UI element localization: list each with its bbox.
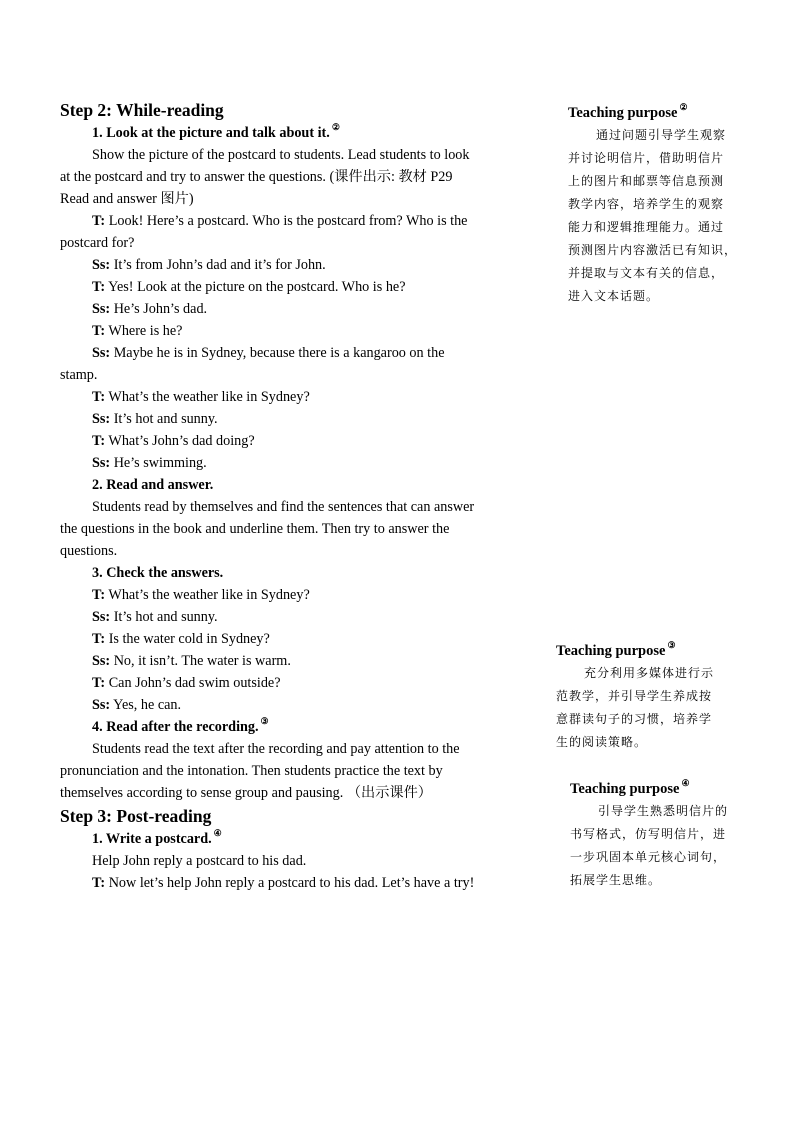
dialogue-line xyxy=(60,276,526,298)
speaker-label: T: xyxy=(92,433,106,449)
dialogue-line xyxy=(60,452,526,474)
speaker-label: Ss: xyxy=(92,301,111,317)
dialogue-text: It’s hot and sunny. xyxy=(110,411,218,427)
activity-3-heading: 3. Check the answers. xyxy=(92,565,224,581)
purpose-line: 充分利用多媒体进行示 xyxy=(584,666,715,680)
teaching-purpose-text xyxy=(570,800,728,892)
purpose-line: 进入文本话题。 xyxy=(568,289,660,303)
dialogue-line xyxy=(60,320,526,342)
dialogue-text: Can John’s dad swim outside? xyxy=(105,675,281,691)
speaker-label: T: xyxy=(92,323,106,339)
paragraph-line: pronunciation and the intonation. Then students practice the text by xyxy=(60,763,443,779)
dialogue-line xyxy=(60,628,526,650)
activity-2-heading: 2. Read and answer. xyxy=(92,477,214,493)
dialogue-line xyxy=(60,386,526,408)
dialogue-text: Is the water cold in Sydney? xyxy=(105,631,270,647)
paragraph-line: questions. xyxy=(60,543,118,559)
teaching-purpose-title: Teaching purpose xyxy=(570,781,680,797)
teaching-purpose-2 xyxy=(568,102,737,308)
purpose-line: 并讨论明信片，借助明信片 xyxy=(568,151,725,165)
dialogue-text: It’s hot and sunny. xyxy=(110,609,218,625)
paragraph-line: the questions in the book and underline them. Then try to answer the xyxy=(60,521,450,537)
step2-heading: Step 2: While-reading xyxy=(60,100,224,120)
speaker-label: T: xyxy=(92,675,106,691)
dialogue-line xyxy=(60,408,526,430)
speaker-label: T: xyxy=(92,213,106,229)
purpose-line: 一步巩固本单元核心词句， xyxy=(570,850,727,864)
dialogue-text: Yes! Look at the picture on the postcard. Who is he? xyxy=(105,279,406,295)
dialogue-line xyxy=(60,872,526,894)
purpose-line: 引导学生熟悉明信片的 xyxy=(598,804,729,818)
teaching-purpose-title: Teaching purpose xyxy=(568,105,678,121)
purpose-line: 预测图片内容激活已有知识， xyxy=(568,243,738,257)
footnote-mark-3: ③ xyxy=(667,640,676,650)
dialogue-text: Maybe he is in Sydney, because there is a kangaroo on the xyxy=(110,345,445,361)
dialogue-line xyxy=(60,606,526,628)
dialogue-line xyxy=(60,694,526,716)
dialogue-text: stamp. xyxy=(60,367,98,383)
dialogue-line xyxy=(60,650,526,672)
dialogue-line xyxy=(60,232,526,254)
dialogue-text: Now let’s help John reply a postcard to his dad. Let’s have a try! xyxy=(105,875,475,891)
speaker-label: Ss: xyxy=(92,653,111,669)
activity-1-heading: 1. Look at the picture and talk about it. ② xyxy=(92,122,340,141)
dialogue-text: Look! Here’s a postcard. Who is the postcard from? Who is the xyxy=(105,213,468,229)
dialogue-text: He’s swimming. xyxy=(110,455,207,471)
teaching-purpose-text xyxy=(556,662,714,754)
dialogue-line xyxy=(60,672,526,694)
dialogue-text: It’s from John’s dad and it’s for John. xyxy=(110,257,326,273)
paragraph-line: Students read by themselves and find the sentences that can answer xyxy=(92,499,475,515)
speaker-label: T: xyxy=(92,389,106,405)
dialogue-text: postcard for? xyxy=(60,235,135,251)
teaching-purpose-3 xyxy=(556,640,714,754)
paragraph-line: themselves according to sense group and pausing. （出示课件） xyxy=(60,785,432,801)
activity-5-heading: 1. Write a postcard. ④ xyxy=(92,828,222,847)
dialogue-text: What’s John’s dad doing? xyxy=(105,433,255,449)
speaker-label: Ss: xyxy=(92,411,111,427)
purpose-line: 通过问题引导学生观察 xyxy=(596,128,727,142)
footnote-mark-4: ④ xyxy=(681,778,690,788)
activity-4-heading: 4. Read after the recording. ③ xyxy=(92,716,269,735)
dialogue-3 xyxy=(60,584,526,716)
dialogue-line xyxy=(60,254,526,276)
speaker-label: T: xyxy=(92,279,106,295)
purpose-line: 拓展学生思维。 xyxy=(570,873,662,887)
paragraph-line: Help John reply a postcard to his dad. xyxy=(92,853,307,869)
step3-heading: Step 3: Post-reading xyxy=(60,806,212,826)
dialogue-line xyxy=(60,342,526,364)
dialogue-text: What’s the weather like in Sydney? xyxy=(105,587,310,603)
speaker-label: Ss: xyxy=(92,257,111,273)
paragraph-line: Read and answer 图片) xyxy=(60,191,194,207)
speaker-label: T: xyxy=(92,631,106,647)
dialogue-text: Yes, he can. xyxy=(110,697,182,713)
teaching-purpose-title: Teaching purpose xyxy=(556,643,666,659)
purpose-line: 意群读句子的习惯，培养学 xyxy=(556,712,713,726)
purpose-line: 能力和逻辑推理能力。通过 xyxy=(568,220,725,234)
dialogue-1 xyxy=(60,210,526,474)
footnote-mark-2: ② xyxy=(331,122,340,132)
dialogue-5 xyxy=(60,872,526,894)
purpose-line: 书写格式，仿写明信片，进 xyxy=(570,827,727,841)
purpose-line: 上的图片和邮票等信息预测 xyxy=(568,174,725,188)
lesson-plan-main xyxy=(60,98,526,894)
paragraph-line: at the postcard and try to answer the questions. (课件出示: 教材 P29 xyxy=(60,169,453,185)
paragraph-line: Show the picture of the postcard to students. Lead students to look xyxy=(92,147,470,163)
dialogue-line xyxy=(60,430,526,452)
teaching-purpose-text xyxy=(568,124,737,308)
purpose-line: 生的阅读策略。 xyxy=(556,735,648,749)
speaker-label: T: xyxy=(92,587,106,603)
speaker-label: T: xyxy=(92,875,106,891)
purpose-line: 并提取与文本有关的信息， xyxy=(568,266,725,280)
speaker-label: Ss: xyxy=(92,609,111,625)
dialogue-text: No, it isn’t. The water is warm. xyxy=(110,653,291,669)
dialogue-line xyxy=(60,584,526,606)
purpose-line: 范教学，并引导学生养成按 xyxy=(556,689,713,703)
dialogue-text: He’s John’s dad. xyxy=(110,301,208,317)
speaker-label: Ss: xyxy=(92,697,111,713)
dialogue-line xyxy=(60,364,526,386)
paragraph-line: Students read the text after the recording and pay attention to the xyxy=(92,741,460,757)
dialogue-line xyxy=(60,298,526,320)
footnote-mark-4: ④ xyxy=(213,828,222,838)
purpose-line: 教学内容，培养学生的观察 xyxy=(568,197,725,211)
dialogue-line xyxy=(60,210,526,232)
footnote-mark-2: ② xyxy=(679,102,688,112)
dialogue-text: Where is he? xyxy=(105,323,183,339)
footnote-mark-3: ③ xyxy=(260,716,269,726)
dialogue-text: What’s the weather like in Sydney? xyxy=(105,389,310,405)
speaker-label: Ss: xyxy=(92,455,111,471)
speaker-label: Ss: xyxy=(92,345,111,361)
teaching-purpose-4 xyxy=(570,778,728,892)
